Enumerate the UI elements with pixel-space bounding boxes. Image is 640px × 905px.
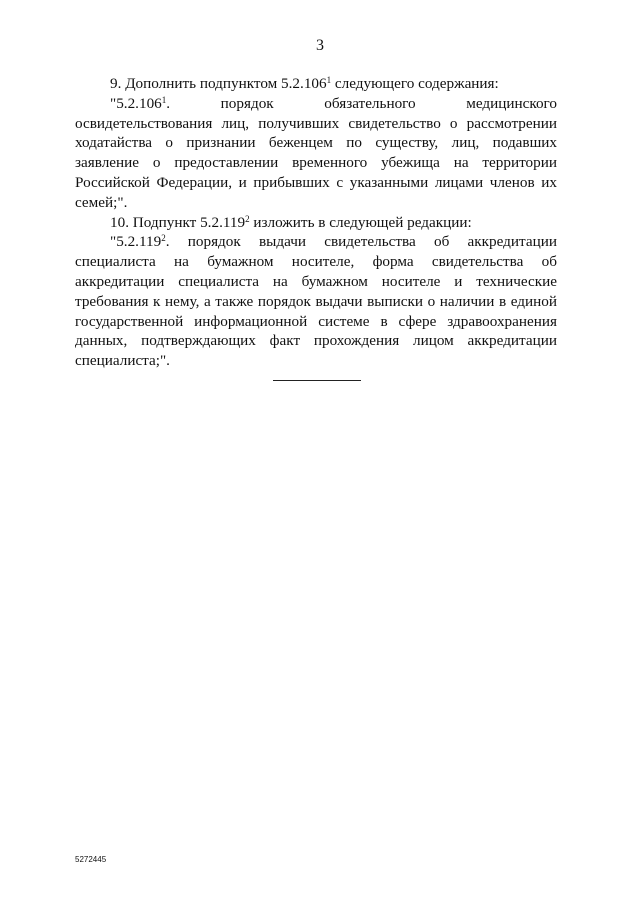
item-9-intro bbox=[75, 74, 557, 94]
item-9-quote-superscript: 1 bbox=[161, 94, 167, 105]
item-9-intro-text-end: следующего содержания: bbox=[331, 75, 499, 92]
item-10-quote-superscript: 2 bbox=[161, 233, 166, 244]
item-10-intro bbox=[75, 213, 557, 233]
item-9-intro-text: 9. Дополнить подпунктом 5.2.106 bbox=[110, 75, 327, 92]
item-10-quote bbox=[75, 232, 557, 371]
item-10-quote-text-end: . порядок выдачи свидетельства об аккредитации специалиста на бумажном носителе, форма свидетельства об аккредитации специалиста на бумажном носителе и технические требования к нему, а также порядок выдачи выписки о наличии в единой государственной информационной системе в сфере здравоохранения данных, подтверждающих факт прохождения лицом аккредитации специалиста;". bbox=[75, 233, 557, 370]
item-10-quote-text: "5.2.119 bbox=[110, 233, 162, 251]
item-10-intro-superscript: 2 bbox=[245, 213, 250, 224]
item-9-quote-text: "5.2.106 bbox=[110, 94, 162, 112]
item-9-quote-text-end: . порядок обязательного медицинского освидетельствования лиц, получивших свидетельство о рассмотрении ходатайства о признании беженцем по существу, лиц, подавших заявление о предоставлении временного убежища на территории Российской Федерации, и прибывших с указанными лицами членов их семей;". bbox=[75, 94, 557, 211]
document-body bbox=[75, 74, 557, 371]
page-number: 3 bbox=[316, 37, 324, 54]
document-code: 5272445 bbox=[75, 855, 107, 864]
end-separator-line bbox=[273, 380, 361, 381]
item-10-intro-text-end: изложить в следующей редакции: bbox=[249, 213, 472, 231]
item-10-intro-text: 10. Подпункт 5.2.119 bbox=[110, 213, 246, 231]
item-9-intro-superscript: 1 bbox=[326, 75, 332, 85]
item-9-quote bbox=[75, 94, 557, 213]
